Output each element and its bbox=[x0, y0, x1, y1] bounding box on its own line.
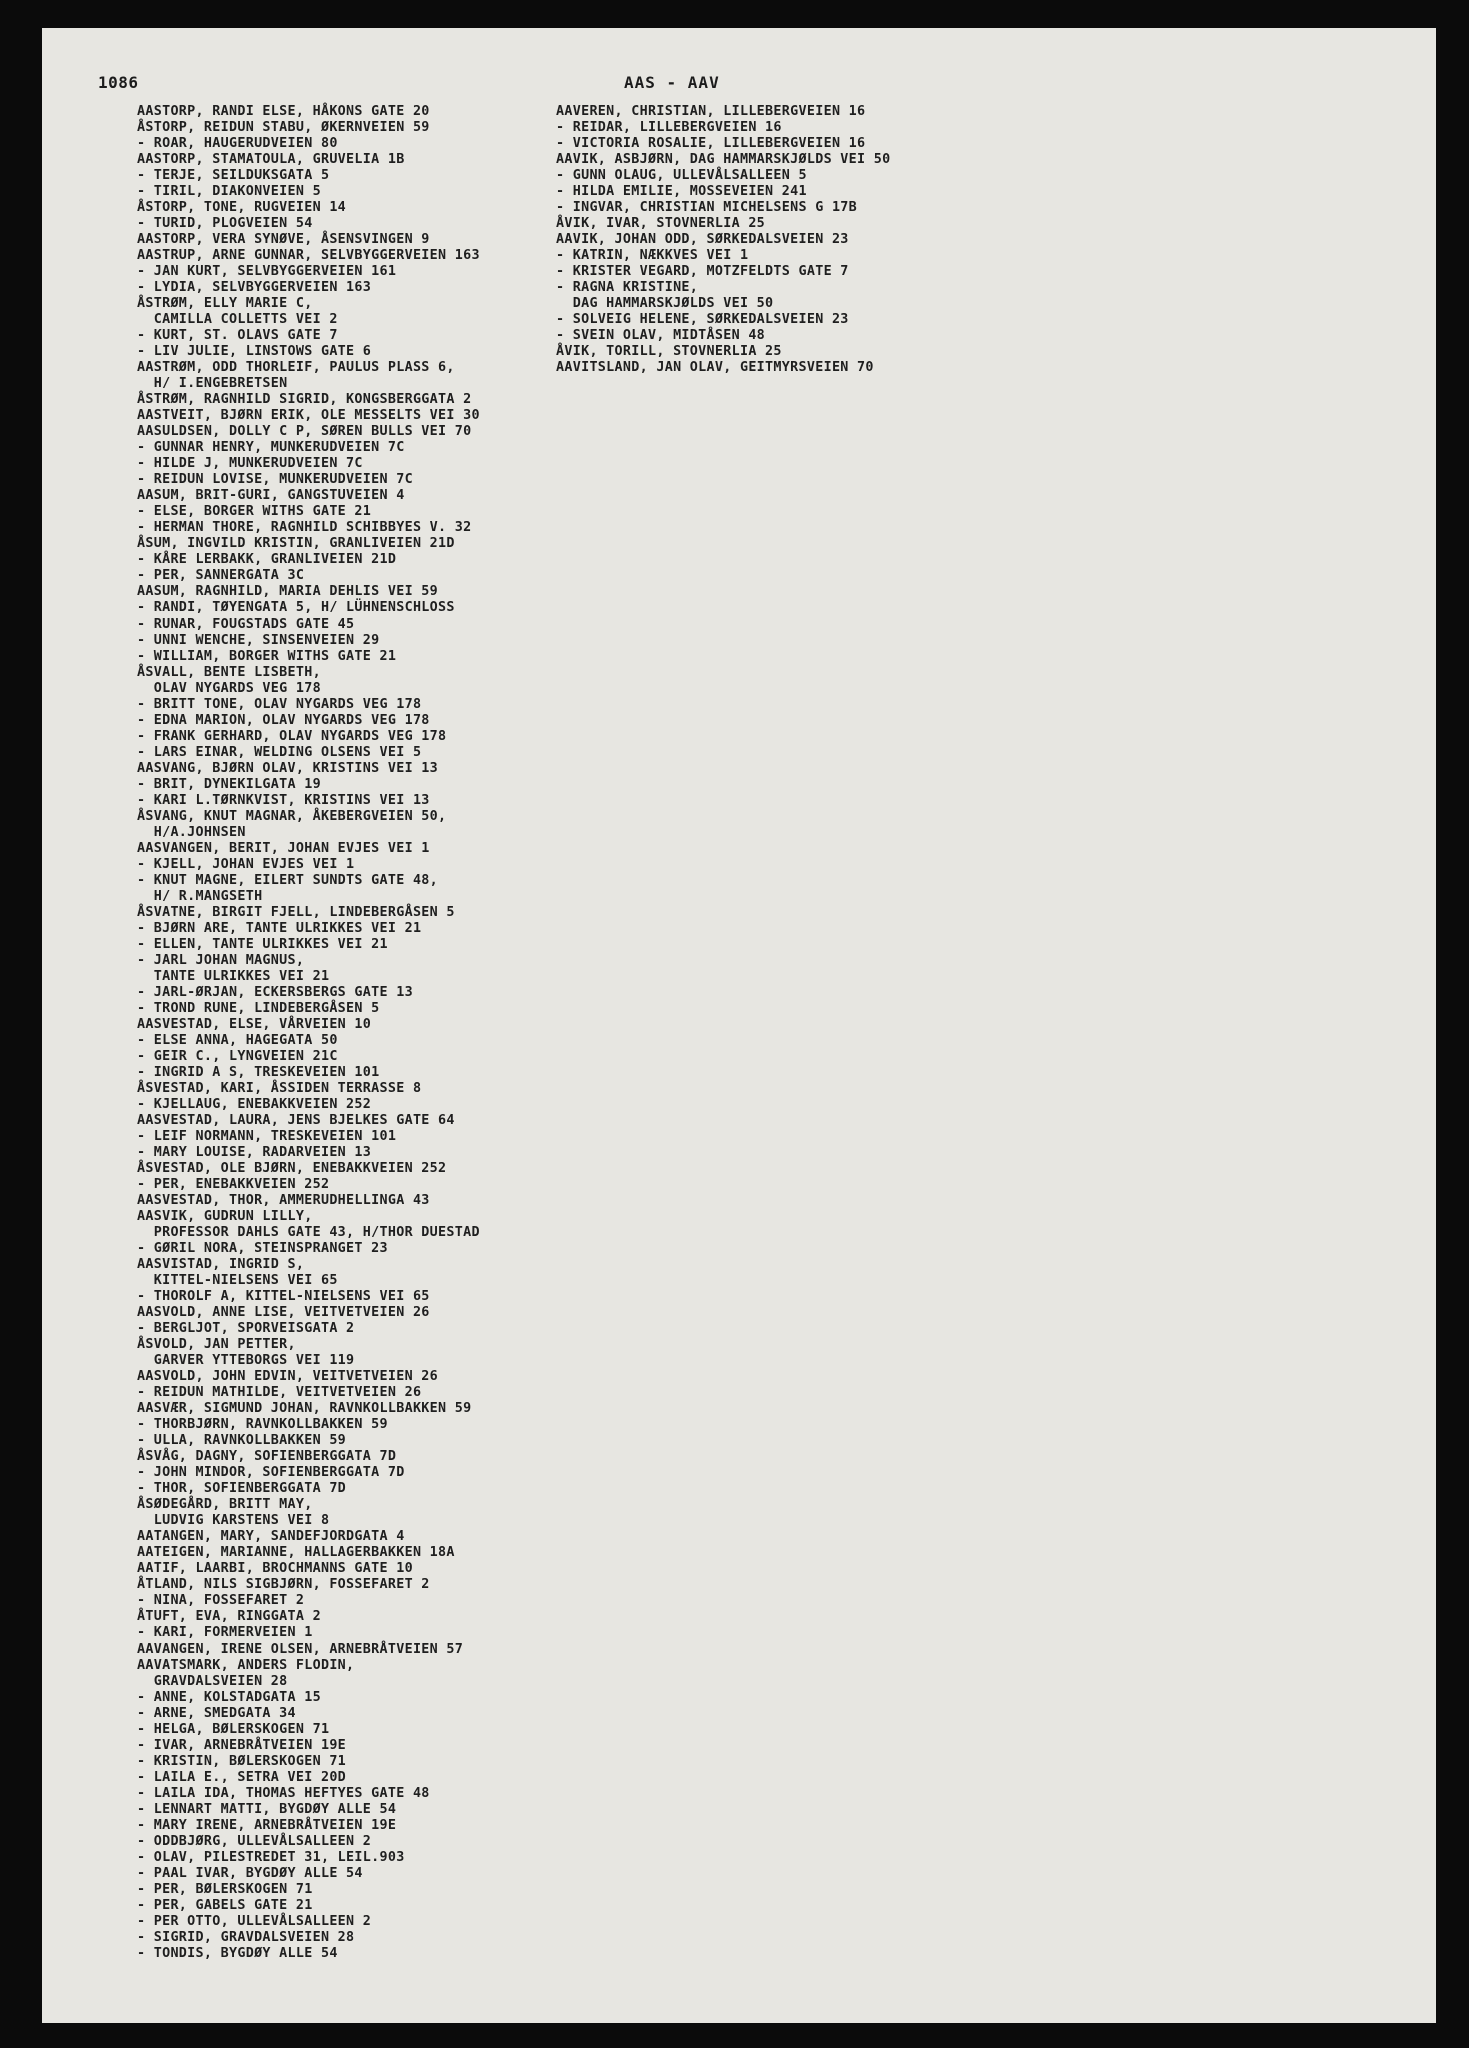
directory-entry: - BRITT TONE, OLAV NYGARDS VEG 178 bbox=[137, 696, 422, 712]
directory-entry: ÅSVALL, BENTE LISBETH, bbox=[137, 664, 321, 680]
directory-entry: - KÅRE LERBAKK, GRANLIVEIEN 21D bbox=[137, 552, 397, 568]
directory-entry: - PER OTTO, ULLEVÅLSALLEEN 2 bbox=[137, 1913, 372, 1929]
directory-entry: - SVEIN OLAV, MIDTÅSEN 48 bbox=[556, 328, 766, 344]
directory-entry: - SOLVEIG HELENE, SØRKEDALSVEIEN 23 bbox=[556, 312, 849, 328]
directory-entry: OLAV NYGARDS VEG 178 bbox=[137, 680, 321, 696]
directory-entry: AAVANGEN, IRENE OLSEN, ARNEBRÅTVEIEN 57 bbox=[137, 1641, 464, 1657]
directory-entry: H/ I.ENGEBRETSEN bbox=[137, 376, 288, 392]
directory-entry: AASTRØM, ODD THORLEIF, PAULUS PLASS 6, bbox=[137, 360, 455, 376]
directory-entry: - BERGLJOT, SPORVEISGATA 2 bbox=[137, 1321, 355, 1337]
directory-entry: - REIDUN MATHILDE, VEITVETVEIEN 26 bbox=[137, 1385, 422, 1401]
directory-entry: - KARI L.TØRNKVIST, KRISTINS VEI 13 bbox=[137, 792, 430, 808]
directory-entry: - WILLIAM, BORGER WITHS GATE 21 bbox=[137, 648, 397, 664]
directory-entry: - KURT, ST. OLAVS GATE 7 bbox=[137, 328, 338, 344]
directory-entry: - KNUT MAGNE, EILERT SUNDTS GATE 48, bbox=[137, 872, 439, 888]
page-number: 1086 bbox=[98, 73, 139, 92]
directory-entry: - IVAR, ARNEBRÅTVEIEN 19E bbox=[137, 1737, 347, 1753]
directory-entry: AASVÆR, SIGMUND JOHAN, RAVNKOLLBAKKEN 59 bbox=[137, 1401, 472, 1417]
directory-entry: - JAN KURT, SELVBYGGERVEIEN 161 bbox=[137, 264, 397, 280]
directory-entry: ÅSVESTAD, KARI, ÅSSIDEN TERRASSE 8 bbox=[137, 1080, 422, 1096]
directory-entry: - RUNAR, FOUGSTADS GATE 45 bbox=[137, 616, 355, 632]
directory-entry: - TERJE, SEILDUKSGATA 5 bbox=[137, 168, 330, 184]
directory-entry: - BJØRN ARE, TANTE ULRIKKES VEI 21 bbox=[137, 920, 422, 936]
directory-entry: AASVOLD, ANNE LISE, VEITVETVEIEN 26 bbox=[137, 1305, 430, 1321]
running-head: AAS - AAV bbox=[624, 73, 720, 92]
directory-entry: ÅSVANG, KNUT MAGNAR, ÅKEBERGVEIEN 50, bbox=[137, 808, 447, 824]
directory-entry: ÅTUFT, EVA, RINGGATA 2 bbox=[137, 1609, 321, 1625]
directory-entry: - PER, BØLERSKOGEN 71 bbox=[137, 1881, 313, 1897]
directory-entry: - THORBJØRN, RAVNKOLLBAKKEN 59 bbox=[137, 1417, 388, 1433]
directory-entry: AASVISTAD, INGRID S, bbox=[137, 1257, 305, 1273]
directory-entry: AASUM, RAGNHILD, MARIA DEHLIS VEI 59 bbox=[137, 584, 439, 600]
directory-entry: - ANNE, KOLSTADGATA 15 bbox=[137, 1689, 321, 1705]
directory-entry: - ULLA, RAVNKOLLBAKKEN 59 bbox=[137, 1433, 347, 1449]
directory-entry: AASVESTAD, THOR, AMMERUDHELLINGA 43 bbox=[137, 1193, 430, 1209]
directory-entry: - JARL-ØRJAN, ECKERSBERGS GATE 13 bbox=[137, 984, 413, 1000]
directory-entry: ÅSVATNE, BIRGIT FJELL, LINDEBERGÅSEN 5 bbox=[137, 904, 455, 920]
directory-entry: PROFESSOR DAHLS GATE 43, H/THOR DUESTAD bbox=[137, 1225, 480, 1241]
directory-entry: - EDNA MARION, OLAV NYGARDS VEG 178 bbox=[137, 712, 430, 728]
directory-entry: LUDVIG KARSTENS VEI 8 bbox=[137, 1513, 330, 1529]
directory-entry: - KJELLAUG, ENEBAKKVEIEN 252 bbox=[137, 1096, 372, 1112]
directory-entry: TANTE ULRIKKES VEI 21 bbox=[137, 968, 330, 984]
directory-entry: CAMILLA COLLETTS VEI 2 bbox=[137, 312, 338, 328]
directory-entry: AATANGEN, MARY, SANDEFJORDGATA 4 bbox=[137, 1529, 405, 1545]
directory-entry: - GUNN OLAUG, ULLEVÅLSALLEEN 5 bbox=[556, 168, 807, 184]
directory-entry: GRAVDALSVEIEN 28 bbox=[137, 1673, 288, 1689]
directory-entry: - GØRIL NORA, STEINSPRANGET 23 bbox=[137, 1241, 388, 1257]
directory-entry: - OLAV, PILESTREDET 31, LEIL.903 bbox=[137, 1849, 405, 1865]
directory-entry: ÅSØDEGÅRD, BRITT MAY, bbox=[137, 1497, 313, 1513]
directory-entry: ÅSVÅG, DAGNY, SOFIENBERGGATA 7D bbox=[137, 1449, 397, 1465]
directory-entry: - VICTORIA ROSALIE, LILLEBERGVEIEN 16 bbox=[556, 136, 866, 152]
directory-entry: - TONDIS, BYGDØY ALLE 54 bbox=[137, 1945, 338, 1961]
directory-entry: AASTVEIT, BJØRN ERIK, OLE MESSELTS VEI 30 bbox=[137, 408, 480, 424]
directory-entry: AASULDSEN, DOLLY C P, SØREN BULLS VEI 70 bbox=[137, 424, 472, 440]
directory-entry: - KATRIN, NÆKKVES VEI 1 bbox=[556, 248, 749, 264]
directory-entry: AASVOLD, JOHN EDVIN, VEITVETVEIEN 26 bbox=[137, 1369, 439, 1385]
directory-entry: ÅSTORP, TONE, RUGVEIEN 14 bbox=[137, 200, 347, 216]
directory-entry: ÅSVESTAD, OLE BJØRN, ENEBAKKVEIEN 252 bbox=[137, 1161, 447, 1177]
directory-entry: - UNNI WENCHE, SINSENVEIEN 29 bbox=[137, 632, 380, 648]
directory-entry: - HILDA EMILIE, MOSSEVEIEN 241 bbox=[556, 184, 807, 200]
directory-entry: H/ R.MANGSETH bbox=[137, 888, 263, 904]
directory-entry: - BRIT, DYNEKILGATA 19 bbox=[137, 776, 321, 792]
directory-entry: AASVESTAD, ELSE, VÅRVEIEN 10 bbox=[137, 1016, 372, 1032]
directory-entry: - GEIR C., LYNGVEIEN 21C bbox=[137, 1048, 338, 1064]
directory-entry: ÅSTRØM, ELLY MARIE C, bbox=[137, 296, 313, 312]
directory-entry: AATIF, LAARBI, BROCHMANNS GATE 10 bbox=[137, 1561, 413, 1577]
directory-entry: - KRISTER VEGARD, MOTZFELDTS GATE 7 bbox=[556, 264, 849, 280]
directory-entry: - TROND RUNE, LINDEBERGÅSEN 5 bbox=[137, 1000, 380, 1016]
directory-entry: - KARI, FORMERVEIEN 1 bbox=[137, 1625, 313, 1641]
directory-entry: ÅVIK, IVAR, STOVNERLIA 25 bbox=[556, 216, 766, 232]
directory-entry: - GUNNAR HENRY, MUNKERUDVEIEN 7C bbox=[137, 440, 405, 456]
directory-entry: AASUM, BRIT-GURI, GANGSTUVEIEN 4 bbox=[137, 488, 405, 504]
directory-entry: - MARY LOUISE, RADARVEIEN 13 bbox=[137, 1145, 372, 1161]
directory-entry: H/A.JOHNSEN bbox=[137, 824, 246, 840]
directory-entry: AASTORP, VERA SYNØVE, ÅSENSVINGEN 9 bbox=[137, 232, 430, 248]
directory-entry: - THOROLF A, KITTEL-NIELSENS VEI 65 bbox=[137, 1289, 430, 1305]
directory-entry: - HILDE J, MUNKERUDVEIEN 7C bbox=[137, 456, 363, 472]
directory-entry: ÅSUM, INGVILD KRISTIN, GRANLIVEIEN 21D bbox=[137, 536, 455, 552]
directory-entry: - MARY IRENE, ARNEBRÅTVEIEN 19E bbox=[137, 1817, 397, 1833]
directory-entry: - HERMAN THORE, RAGNHILD SCHIBBYES V. 32 bbox=[137, 520, 472, 536]
directory-entry: AASVANG, BJØRN OLAV, KRISTINS VEI 13 bbox=[137, 760, 439, 776]
directory-entry: - TIRIL, DIAKONVEIEN 5 bbox=[137, 184, 321, 200]
directory-entry: AASVIK, GUDRUN LILLY, bbox=[137, 1209, 313, 1225]
directory-entry: ÅSTRØM, RAGNHILD SIGRID, KONGSBERGGATA 2 bbox=[137, 392, 472, 408]
directory-entry: - LENNART MATTI, BYGDØY ALLE 54 bbox=[137, 1801, 397, 1817]
directory-entry: - PER, GABELS GATE 21 bbox=[137, 1897, 313, 1913]
directory-entry: - ROAR, HAUGERUDVEIEN 80 bbox=[137, 136, 338, 152]
directory-entry: AAVITSLAND, JAN OLAV, GEITMYRSVEIEN 70 bbox=[556, 360, 874, 376]
directory-entry: - ARNE, SMEDGATA 34 bbox=[137, 1705, 296, 1721]
directory-entry: - LIV JULIE, LINSTOWS GATE 6 bbox=[137, 344, 372, 360]
directory-entry: AASTORP, RANDI ELSE, HÅKONS GATE 20 bbox=[137, 104, 430, 119]
directory-entry: - REIDUN LOVISE, MUNKERUDVEIEN 7C bbox=[137, 472, 413, 488]
directory-entry: - LEIF NORMANN, TRESKEVEIEN 101 bbox=[137, 1129, 397, 1144]
directory-entry: - LAILA IDA, THOMAS HEFTYES GATE 48 bbox=[137, 1785, 430, 1801]
directory-entry: - LARS EINAR, WELDING OLSENS VEI 5 bbox=[137, 744, 422, 760]
directory-entry: AAVIK, ASBJØRN, DAG HAMMARSKJØLDS VEI 50 bbox=[556, 152, 891, 168]
directory-entry: - INGVAR, CHRISTIAN MICHELSENS G 17B bbox=[556, 200, 858, 216]
directory-entry: GARVER YTTEBORGS VEI 119 bbox=[137, 1353, 355, 1369]
directory-entry: AASVESTAD, LAURA, JENS BJELKES GATE 64 bbox=[137, 1112, 455, 1128]
directory-entry: - PAAL IVAR, BYGDØY ALLE 54 bbox=[137, 1865, 363, 1881]
directory-entry: ÅTLAND, NILS SIGBJØRN, FOSSEFARET 2 bbox=[137, 1577, 430, 1593]
directory-entry: AASTORP, STAMATOULA, GRUVELIA 1B bbox=[137, 152, 405, 168]
directory-entry: - ELLEN, TANTE ULRIKKES VEI 21 bbox=[137, 936, 388, 952]
right-column bbox=[556, 104, 976, 376]
left-column bbox=[137, 104, 557, 1962]
directory-entry: ÅSVOLD, JAN PETTER, bbox=[137, 1337, 296, 1353]
directory-entry: - LYDIA, SELVBYGGERVEIEN 163 bbox=[137, 280, 372, 296]
directory-entry: - RANDI, TØYENGATA 5, H/ LÜHNENSCHLOSS bbox=[137, 600, 455, 616]
directory-entry: DAG HAMMARSKJØLDS VEI 50 bbox=[556, 296, 774, 312]
directory-entry: - JARL JOHAN MAGNUS, bbox=[137, 952, 305, 968]
directory-entry: - PER, ENEBAKKVEIEN 252 bbox=[137, 1177, 330, 1193]
directory-entry: - RAGNA KRISTINE, bbox=[556, 280, 699, 296]
directory-entry: AASVANGEN, BERIT, JOHAN EVJES VEI 1 bbox=[137, 840, 430, 856]
directory-entry: - REIDAR, LILLEBERGVEIEN 16 bbox=[556, 120, 782, 136]
directory-entry: - HELGA, BØLERSKOGEN 71 bbox=[137, 1721, 330, 1737]
directory-entry: ÅVIK, TORILL, STOVNERLIA 25 bbox=[556, 344, 782, 360]
directory-entry: - SIGRID, GRAVDALSVEIEN 28 bbox=[137, 1929, 355, 1945]
directory-entry: AAVEREN, CHRISTIAN, LILLEBERGVEIEN 16 bbox=[556, 104, 866, 119]
directory-entry: ÅSTORP, REIDUN STABU, ØKERNVEIEN 59 bbox=[137, 120, 430, 136]
directory-entry: AASTRUP, ARNE GUNNAR, SELVBYGGERVEIEN 163 bbox=[137, 248, 480, 264]
directory-entry: AATEIGEN, MARIANNE, HALLAGERBAKKEN 18A bbox=[137, 1545, 455, 1561]
directory-entry: - PER, SANNERGATA 3C bbox=[137, 568, 305, 584]
directory-entry: - FRANK GERHARD, OLAV NYGARDS VEG 178 bbox=[137, 728, 447, 744]
directory-entry: AAVIK, JOHAN ODD, SØRKEDALSVEIEN 23 bbox=[556, 232, 849, 248]
directory-entry: - NINA, FOSSEFARET 2 bbox=[137, 1593, 305, 1609]
directory-entry: - INGRID A S, TRESKEVEIEN 101 bbox=[137, 1064, 380, 1080]
directory-entry: - ELSE, BORGER WITHS GATE 21 bbox=[137, 504, 372, 520]
directory-entry: - LAILA E., SETRA VEI 20D bbox=[137, 1769, 347, 1785]
directory-entry: - ELSE ANNA, HAGEGATA 50 bbox=[137, 1032, 338, 1048]
directory-entry: - THOR, SOFIENBERGGATA 7D bbox=[137, 1481, 347, 1497]
directory-entry: - ODDBJØRG, ULLEVÅLSALLEEN 2 bbox=[137, 1833, 372, 1849]
directory-entry: - KJELL, JOHAN EVJES VEI 1 bbox=[137, 856, 355, 872]
directory-entry: - JOHN MINDOR, SOFIENBERGGATA 7D bbox=[137, 1465, 405, 1481]
directory-entry: - KRISTIN, BØLERSKOGEN 71 bbox=[137, 1753, 347, 1769]
directory-entry: AAVATSMARK, ANDERS FLODIN, bbox=[137, 1657, 355, 1673]
directory-entry: - TURID, PLOGVEIEN 54 bbox=[137, 216, 313, 232]
directory-entry: KITTEL-NIELSENS VEI 65 bbox=[137, 1273, 338, 1289]
